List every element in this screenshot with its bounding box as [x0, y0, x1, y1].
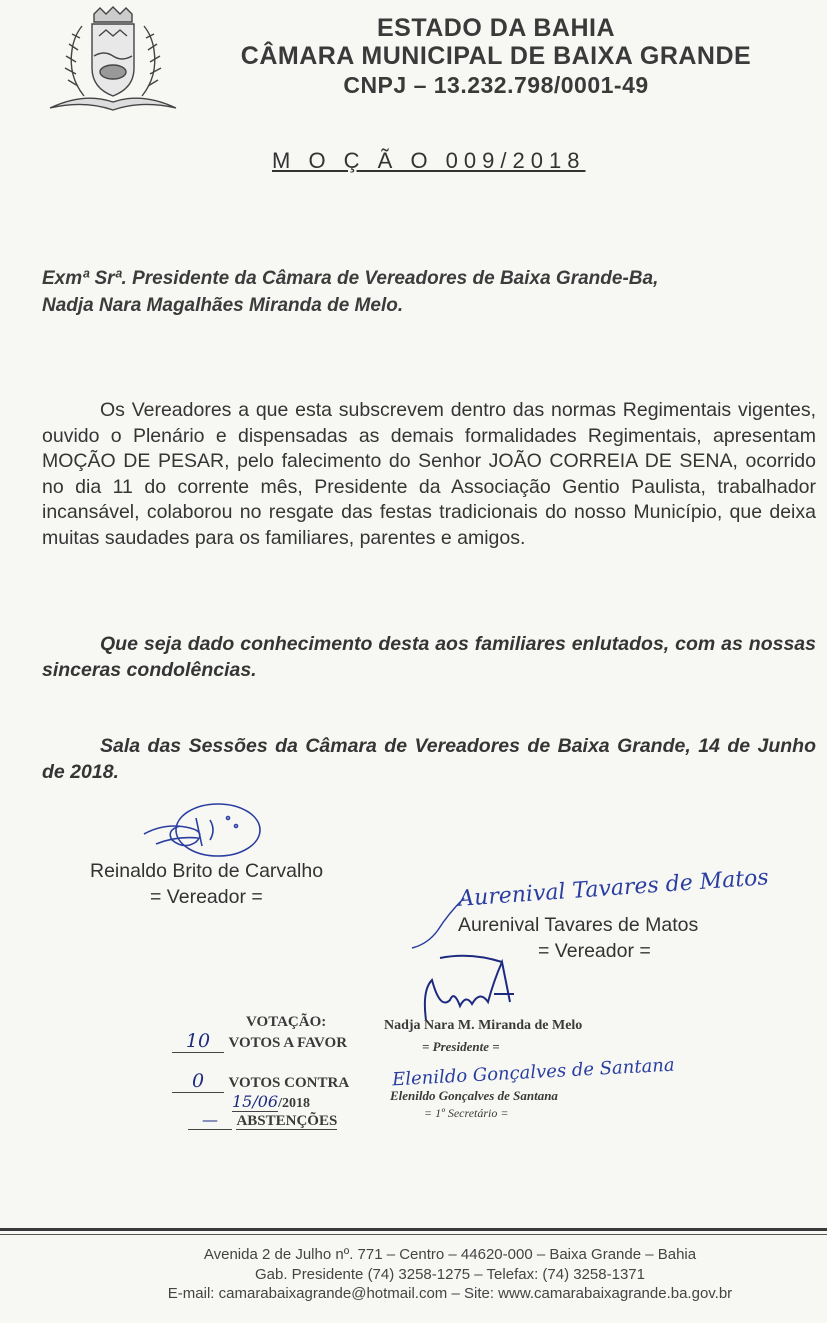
- votes-favor-row: [172, 1030, 347, 1053]
- addressee-line-2: Nadja Nara Magalhães Miranda de Melo.: [42, 295, 404, 316]
- addressee-line-1: Exmª Srª. Presidente da Câmara de Vereadores de Baixa Grande-Ba,: [42, 268, 659, 289]
- municipal-coat-of-arms-icon: [44, 6, 182, 114]
- votes-date-handwritten: 15/06: [232, 1092, 279, 1111]
- votes-against-row: [172, 1070, 349, 1093]
- footer-divider-thick: [0, 1228, 827, 1231]
- votes-date-suffix: /2018: [278, 1096, 310, 1111]
- body-paragraph-2: Que seja dado conhecimento desta aos familiares enlutados, com as nossas sinceras condolências.: [42, 633, 816, 681]
- votes-favor-label: VOTOS A FAVOR: [228, 1035, 348, 1051]
- president-name: Nadja Nara M. Miranda de Melo: [384, 1018, 583, 1033]
- secretary-name: Elenildo Gonçalves de Santana: [390, 1088, 558, 1103]
- votes-date-row: [232, 1092, 310, 1112]
- secretary-role: = 1º Secretário =: [424, 1106, 509, 1120]
- footer-phones: Gab. Presidente (74) 3258-1275 – Telefax: (74) 3258-1371: [255, 1266, 645, 1283]
- signatory-1-name: Reinaldo Brito de Carvalho: [90, 860, 324, 882]
- header-state: ESTADO DA BAHIA: [376, 14, 616, 42]
- footer-address: Avenida 2 de Julho nº. 771 – Centro – 44620-000 – Baixa Grande – Bahia: [203, 1246, 697, 1263]
- votes-abstention-label: ABSTENÇÕES: [236, 1113, 338, 1129]
- body-paragraph-3: Sala das Sessões da Câmara de Vereadores de Baixa Grande, 14 de Junho de 2018.: [42, 735, 816, 783]
- signatory-2-handwritten: Aurenival Tavares de Matos: [457, 865, 770, 912]
- votes-favor-count: 10: [172, 1030, 224, 1053]
- signatory-2-name: Aurenival Tavares de Matos: [458, 914, 699, 936]
- footer-contact: E-mail: camarabaixagrande@hotmail.com – Site: www.camarabaixagrande.ba.gov.br: [167, 1285, 733, 1302]
- votes-title: VOTAÇÃO:: [246, 1014, 327, 1030]
- votes-against-count: 0: [172, 1070, 224, 1093]
- footer-divider-thin: [0, 1234, 827, 1235]
- header-cnpj: CNPJ – 13.232.798/0001-49: [343, 72, 649, 98]
- document-title: M O Ç Ã O 009/2018: [272, 148, 586, 173]
- votes-abstention-row: [188, 1110, 337, 1130]
- signatory-1-role: = Vereador =: [150, 886, 263, 908]
- body-paragraph-1: Os Vereadores a que esta subscrevem dentro das normas Regimentais vigentes, ouvido o Plenário e dispensadas as demais formalidades Regimentais, apresentam MOÇÃO DE PESAR, pelo falecimento do Senhor JOÃO CORREIA DE SENA, ocorrido no dia 11 do corrente mês, Presidente da Associação Gentio Paulista, trabalhador incansável, colaborou no resgate das festas tradicionais do nosso Município, que deixa muitas saudades para os familiares, parentes e amigos.: [42, 399, 816, 549]
- president-role: = Presidente =: [422, 1039, 500, 1054]
- votes-against-label: VOTOS CONTRA: [228, 1075, 350, 1091]
- signatory-2-role: = Vereador =: [538, 940, 651, 962]
- votes-abstention-count: —: [188, 1110, 232, 1130]
- header-chamber: CÂMARA MUNICIPAL DE BAIXA GRANDE: [240, 42, 752, 70]
- secretary-handwritten: Elenildo Gonçalves de Santana: [391, 1054, 676, 1091]
